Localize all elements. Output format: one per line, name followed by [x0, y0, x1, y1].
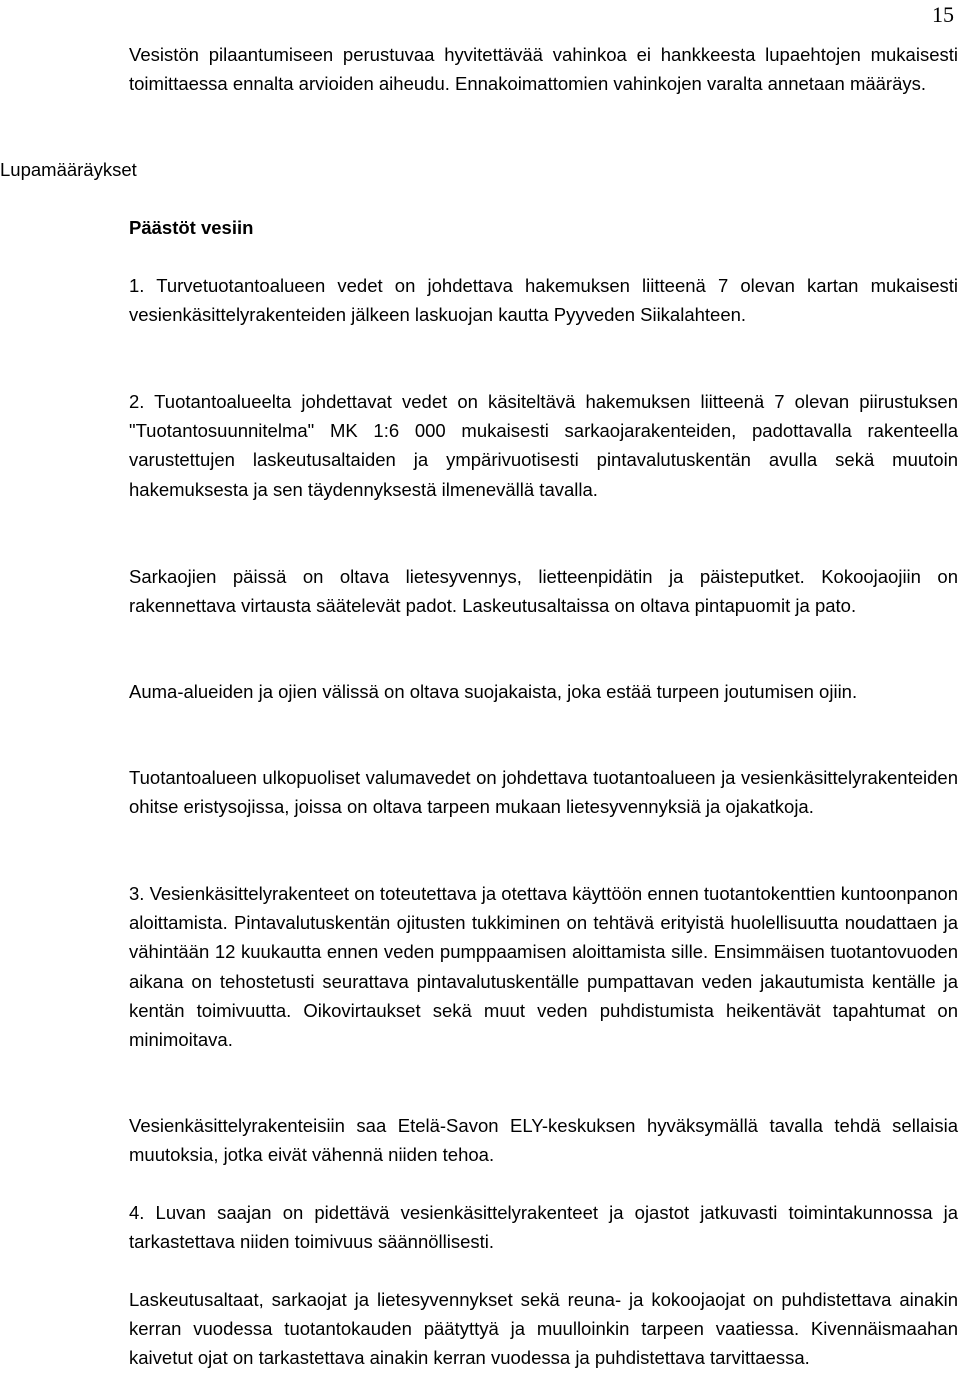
side-heading-permit-conditions: Lupamääräykset — [0, 159, 137, 180]
paragraph-condition-1: 1. Turvetuotantoalueen vedet on johdettava hakemuksen liitteenä 7 olevan kartan mukaisesti vesienkäsittelyrakenteiden jälkeen laskuojan kautta Pyyveden Siikalahteen. — [129, 275, 958, 326]
paragraph-condition-4: 4. Luvan saajan on pidettävä vesienkäsittelyrakenteet ja ojastot jatkuvasti toimintakunnossa ja tarkastettava niiden toimivuus säännöllisesti. — [129, 1202, 958, 1253]
paragraph-structure-changes: Vesienkäsittelyrakenteisiin saa Etelä-Savon ELY-keskuksen hyväksymällä tavalla tehdä sellaisia muutoksia, jotka eivät vähennä niiden tehoa. — [129, 1115, 958, 1166]
paragraph-buffer-strip: Auma-alueiden ja ojien välissä on oltava suojakaista, joka estää turpeen joutumisen ojiin. — [129, 681, 858, 702]
paragraph-ditch-structures: Sarkaojien päissä on oltava lietesyvennys, lietteenpidätin ja päisteputket. Kokoojaojiin on rakennettava virtausta säätelevät padot. Laskeutusaltaissa on oltava pintapuomit ja pato. — [129, 566, 958, 617]
section-heading-water-discharges: Päästöt vesiin — [129, 217, 254, 238]
page-number: 15 — [932, 2, 954, 27]
paragraph-cleaning: Laskeutusaltaat, sarkaojat ja lietesyvennykset sekä reuna- ja kokoojaojat on puhdistettava ainakin kerran vuodessa tuotantokauden päätyttyä ja muulloinkin tarpeen vaatiessa. Kivennäismaahan kaivetut ojat on tarkastettava ainakin kerran vuodessa ja puhdistettava tarvittaessa. — [129, 1289, 958, 1369]
paragraph-condition-2: 2. Tuotantoalueelta johdettavat vedet on käsiteltävä hakemuksen liitteenä 7 olevan piirustuksen "Tuotantosuunnitelma" MK 1:6 000 mukaisesti sarkaojarakenteiden, padottavalla rakenteella varustettujen laskeutusaltaiden ja ympärivuotisesti pintavalutuskentän avulla sekä muutoin hakemuksesta ja sen täydennyksestä ilmenevällä tavalla. — [129, 391, 958, 500]
paragraph-damage-assessment: Vesistön pilaantumiseen perustuvaa hyvitettävää vahinkoa ei hankkeesta lupaehtojen mukaisesti toimittaessa ennalta arvioiden aiheudu. Ennakoimattomien vahinkojen varalta annetaan määräys. — [129, 44, 958, 95]
paragraph-condition-3: 3. Vesienkäsittelyrakenteet on toteutettava ja otettava käyttöön ennen tuotantokenttien kuntoonpanon aloittamista. Pintavalutuskentän ojitusten tukkiminen on tehtävä erityistä huolellisuutta noudattaen ja vähintään 12 kuukautta ennen veden pumppaamisen aloittamista sille. Ensimmäisen tuotantovuoden aikana on tehostetusti seurattava pintavalutuskentälle pumpattavan veden jakautumista kentälle ja kentän toimivuutta. Oikovirtaukset sekä muut veden puhdistumista heikentävät tapahtumat on minimoitava. — [129, 883, 958, 1051]
paragraph-runoff-waters: Tuotantoalueen ulkopuoliset valumavedet on johdettava tuotantoalueen ja vesienkäsittelyrakenteiden ohitse eristysojissa, joissa on oltava tarpeen mukaan lietesyvennyksiä ja ojakatkoja. — [129, 767, 958, 818]
